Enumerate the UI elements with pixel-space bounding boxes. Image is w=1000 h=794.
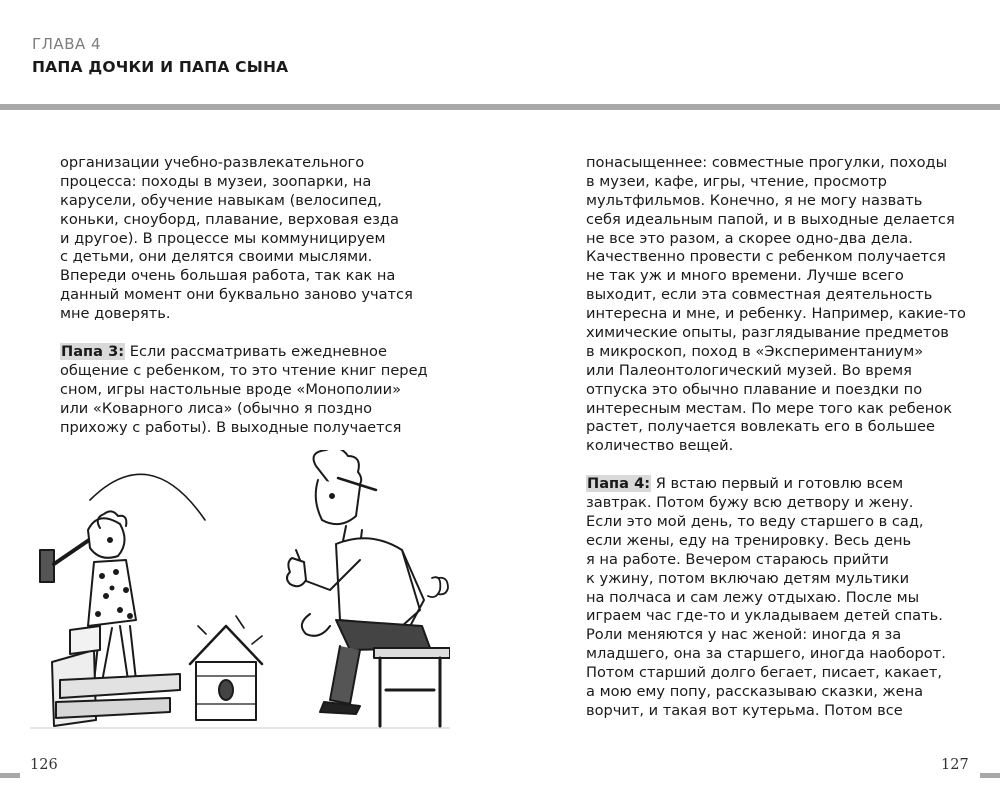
- text-line: карусели, обучение навыкам (велосипед,: [60, 191, 382, 209]
- footer-rule-left: [0, 773, 20, 778]
- chapter-title: ПАПА ДОЧКИ И ПАПА СЫНА: [32, 58, 289, 76]
- right-page-text: [586, 154, 966, 721]
- text-line: или «Коварного лиса» (обычно я поздно: [60, 399, 373, 417]
- text-line: интересна и мне, и ребенку. Например, какие-то: [586, 305, 966, 323]
- text-line: завтрак. Потом бужу всю детвору и жену.: [586, 494, 914, 512]
- text-line: организации учебно-развлекательного: [60, 154, 365, 171]
- text-line: если жены, еду на тренировку. Весь день: [586, 531, 912, 549]
- speaker-label: Папа 4:: [587, 475, 651, 493]
- text-line: количество вещей.: [586, 437, 734, 455]
- text-line: и другое). В процессе мы коммуницируем: [60, 229, 386, 247]
- birdhouse: [190, 616, 262, 720]
- text-line: мне доверять.: [60, 305, 171, 323]
- text-line: в микроскоп, поход в «Экспериментаниум»: [586, 342, 924, 360]
- left-paragraph-2: [60, 343, 428, 437]
- text-line: мультфильмов. Конечно, я не могу назвать: [586, 191, 923, 209]
- text-line: Роли меняются у нас женой: иногда я за: [586, 626, 902, 644]
- text-line: растет, получается вовлекать его в большее: [586, 418, 935, 436]
- text-line: себя идеальным папой, и в выходные делается: [586, 210, 955, 228]
- text-line: коньки, сноуборд, плавание, верховая езда: [60, 210, 399, 228]
- right-paragraph-2: [586, 475, 966, 721]
- text-line: общение с ребенком, то это чтение книг перед: [60, 361, 428, 379]
- text-line: а мою ему попу, рассказываю сказки, жена: [586, 683, 924, 701]
- speaker-label: Папа 3:: [61, 343, 125, 361]
- text-line: [586, 475, 966, 494]
- text-line: младшего, она за старшего, иногда наоборот.: [586, 645, 946, 663]
- text-line: данный момент они буквально заново учатся: [60, 286, 413, 304]
- text-line: процесса: походы в музеи, зоопарки, на: [60, 172, 372, 190]
- text-line: или Палеонтологический музей. Во время: [586, 361, 912, 379]
- text-line: ворчит, и такая вот кутерьма. Потом все: [586, 701, 903, 719]
- text-line: играем час где-то и укладываем детей спать.: [586, 607, 943, 625]
- text-line: к ужину, потом включаю детям мультики: [586, 569, 910, 587]
- left-page-text: [60, 154, 428, 437]
- footer-rule-right: [980, 773, 1000, 778]
- text-line: понасыщеннее: совместные прогулки, походы: [586, 154, 948, 171]
- text-line: не все это разом, а скорее одно-два дела.: [586, 229, 913, 247]
- page-number-left: 126: [30, 757, 58, 773]
- text-line: Качественно провести с ребенком получается: [586, 248, 946, 266]
- text-line: выходит, если эта совместная деятельность: [586, 286, 933, 304]
- hammer-icon: [40, 538, 92, 582]
- text-line: прихожу с работы). В выходные получается: [60, 418, 402, 436]
- text-line: не так уж и много времени. Лучше всего: [586, 267, 904, 285]
- left-paragraph-1: [60, 154, 420, 324]
- text-line: на полчаса и сам лежу отдыхаю. После мы: [586, 588, 920, 606]
- text-line: интересным местам. По мере того как ребенок: [586, 399, 953, 417]
- text-line: в музеи, кафе, игры, чтение, просмотр: [586, 172, 887, 190]
- page-number-right: 127: [941, 757, 969, 773]
- man-figure: [287, 450, 448, 714]
- stool: [374, 648, 450, 726]
- text-span: Если рассматривать ежедневное: [125, 343, 387, 361]
- text-line: сном, игры настольные вроде «Монополии»: [60, 380, 402, 398]
- text-span: Я встаю первый и готовлю всем: [651, 475, 904, 493]
- wood-planks: [52, 626, 180, 726]
- text-line: химические опыты, разглядывание предметов: [586, 324, 949, 342]
- text-line: я на работе. Вечером стараюсь прийти: [586, 550, 889, 568]
- text-line: с детьми, они делятся своими мыслями.: [60, 248, 373, 266]
- text-line: Впереди очень большая работа, так как на: [60, 267, 396, 285]
- right-paragraph-1: [586, 154, 966, 456]
- header-rule: [0, 104, 1000, 110]
- text-line: Если это мой день, то веду старшего в сад,: [586, 513, 924, 531]
- text-line: отпуска это обычно плавание и поездки по: [586, 380, 923, 398]
- illustration-father-daughter: [30, 450, 450, 740]
- text-line: [60, 343, 420, 362]
- chapter-label: ГЛАВА 4: [32, 35, 102, 53]
- text-line: Потом старший долго бегает, писает, какает,: [586, 664, 942, 682]
